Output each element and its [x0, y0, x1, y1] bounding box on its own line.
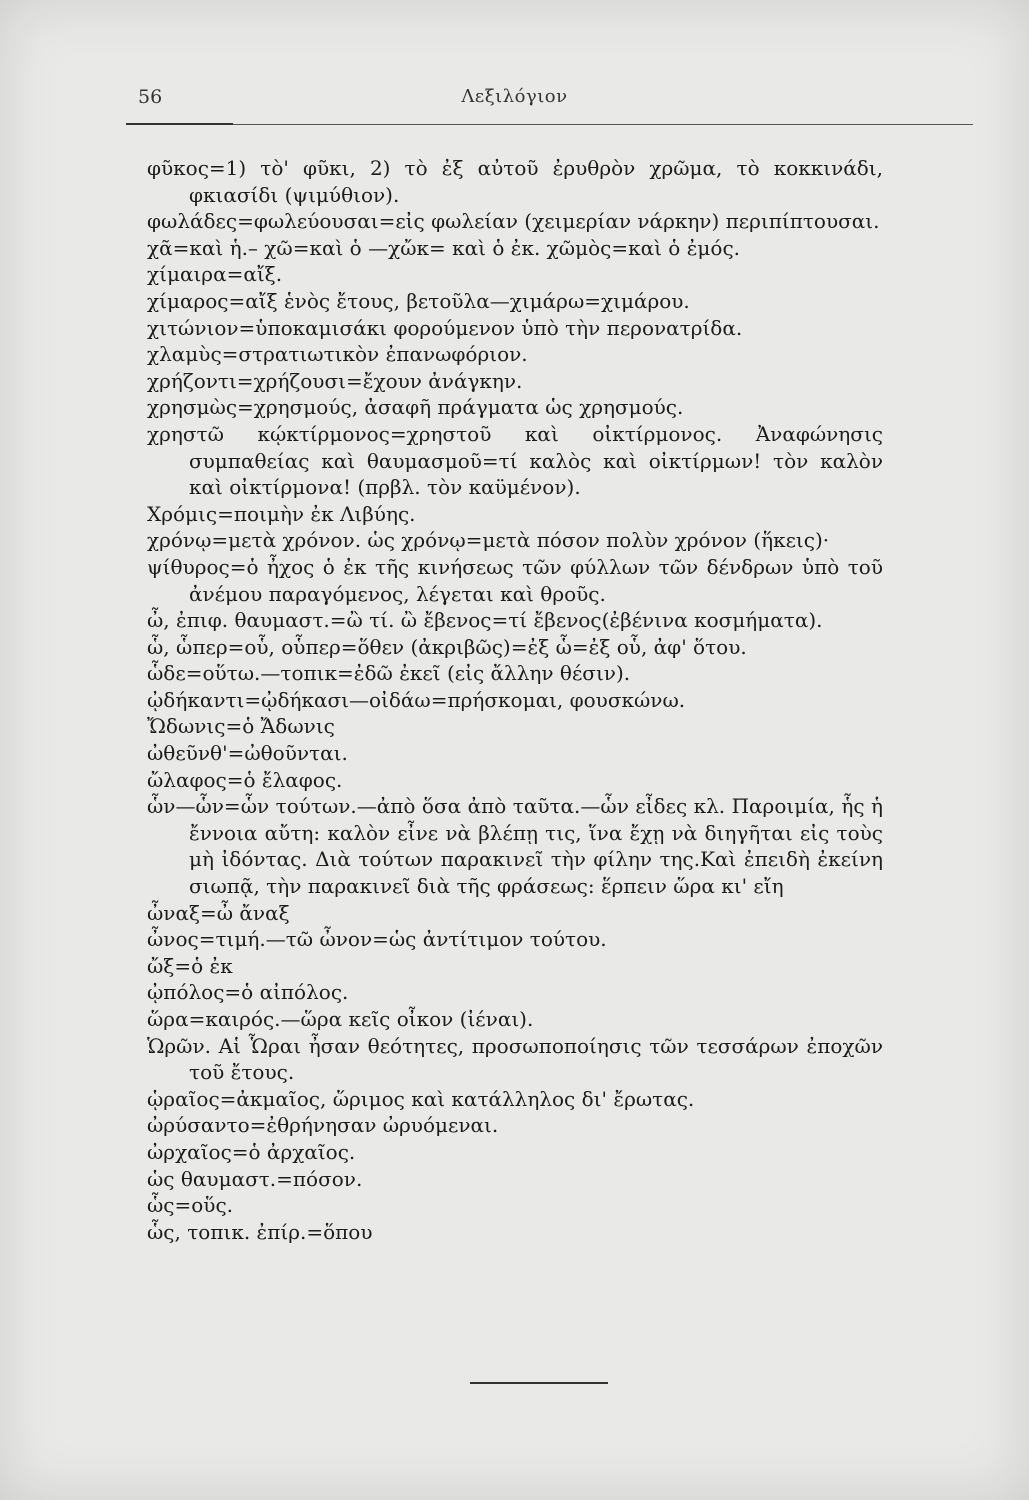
glossary-entry: ὧδε=οὕτω.—τοπικ=ἐδῶ ἐκεῖ (εἰς ἄλλην θέσιν).: [147, 661, 631, 686]
glossary-entry: ὠθεῦνθ'=ὠθοῦνται.: [147, 741, 348, 766]
glossary-entry: χᾶ=καὶ ἡ.– χῶ=καὶ ὁ —χὤκ= καὶ ὁ ἐκ. χῶμὸς=καὶ ὁ ἐμός.: [147, 235, 741, 260]
glossary-entry: ᾡραῖος=ἀκμαῖος, ὥριμος καὶ κατάλληλος δι' ἔρωτας.: [147, 1086, 695, 1111]
glossary-entry: χιτώνιον=ὑποκαμισάκι φορούμενον ὑπὸ τὴν περονατρίδα.: [147, 315, 743, 340]
glossary-entry: χλαμὺς=στρατιωτικὸν ἐπανωφόριον.: [147, 342, 528, 367]
glossary-entry: ᾠδήκαντι=ᾠδήκασι—οἰδάω=πρήσκομαι, φουσκώνω.: [147, 687, 686, 712]
page-number: 56: [138, 86, 163, 108]
glossary-entry: χρηστῶ κῴκτίρμονος=χρηστοῦ καὶ οἰκτίρμονος. Ἀναφώνησις συμπαθείας καὶ θαυμασμοῦ=τί καλὸς καὶ οἰκτίρμων! τὸν καλὸν καὶ οἰκτίρμονα! (πρβλ. τὸν καϋμένον).: [147, 421, 883, 500]
glossary-entry: ὦνος=τιμή.—τῶ ὦνον=ὡς ἀντίτιμον τούτου.: [147, 927, 607, 952]
glossary-entry: ὥρα=καιρός.—ὥρα κεῖς οἶκον (ἰέναι).: [147, 1007, 534, 1031]
glossary-entry: ὧς, τοπικ. ἐπίρ.=ὅπου: [147, 1219, 373, 1244]
glossary-entry: ᾠπόλος=ὁ αἰπόλος.: [147, 980, 349, 1005]
glossary-entry: χίμαρος=αἴξ ἑνὸς ἔτους, βετοῦλα—χιμάρω=χιμάρου.: [147, 288, 690, 313]
glossary-entry: χίμαιρα=αἴξ.: [147, 262, 283, 287]
glossary-entries: [147, 155, 883, 1245]
glossary-entry: χρόνῳ=μετὰ χρόνον. ὡς χρόνῳ=μετὰ πόσον πολὺν χρόνον (ἥκεις)·: [147, 528, 830, 553]
glossary-entry: ὠρχαῖος=ὁ ἀρχαῖος.: [147, 1139, 356, 1164]
page-header: [0, 86, 1029, 116]
glossary-entry: ὦ, ἐπιφ. θαυμαστ.=ὢ τί. ὢ ἔβενος=τί ἔβενος(ἐβένινα κοσμήματα).: [147, 608, 823, 633]
glossary-entry: χρήζοντι=χρήζουσι=ἔχουν ἀνάγκην.: [147, 368, 523, 393]
footer-rule: [470, 1382, 608, 1384]
glossary-entry: ὠρύσαντο=ἐθρήνησαν ὠρυόμεναι.: [147, 1113, 499, 1138]
glossary-entry: Ὤδωνις=ὁ Ἄδωνις: [147, 714, 335, 739]
header-rule-thick: [126, 123, 233, 125]
glossary-entry: φωλάδες=φωλεύουσαι=εἰς φωλείαν (χειμερίαν νάρκην) περιπίπτουσαι.: [147, 209, 880, 234]
glossary-entry: ὧν—ὧν=ὧν τούτων.—ἀπὸ ὅσα ἀπὸ ταῦτα.—ὧν εἶδες κλ. Παροιμία, ἧς ἡ ἔννοια αὔτη: καλὸν εἶνε νὰ βλέπῃ τις, ἵνα ἔχῃ νὰ διηγῆται εἰς τοὺς μὴ ἰδόντας. Διὰ τούτων παρακινεῖ τὴν φίλην της.Καὶ ἐπειδὴ ἐκείνη σιωπᾷ, τὴν παρακινεῖ διὰ τῆς φράσεως: ἕρπειν ὥρα κι' εἴη: [147, 794, 883, 899]
glossary-entry: φῦκος=1) τὸ' φῦκι, 2) τὸ ἐξ αὐτοῦ ἐρυθρὸν χρῶμα, τὸ κοκκινάδι, φκιασίδι (ψιμύθιον).: [147, 156, 883, 207]
header-rule: [233, 124, 973, 125]
glossary-entry: ὧ, ὧπερ=οὗ, οὗπερ=ὅθεν (ἀκριβῶς)=ἐξ ὧ=ἐξ οὗ, ἀφ' ὅτου.: [147, 634, 747, 659]
glossary-entry: ὡς θαυμαστ.=πόσον.: [147, 1166, 363, 1191]
glossary-entry: ὤξ=ὁ ἐκ: [147, 953, 233, 978]
glossary-entry: ὧς=οὕς.: [147, 1193, 234, 1218]
glossary-entry: ὤλαφος=ὁ ἔλαφος.: [147, 767, 343, 792]
glossary-entry: Χρόμις=ποιμὴν ἐκ Λιβύης.: [147, 501, 416, 526]
glossary-entry: ὦναξ=ὦ ἄναξ: [147, 900, 290, 925]
glossary-entry: Ὡρῶν. Αἱ Ὧραι ἦσαν θεότητες, προσωποποίησις τῶν τεσσάρων ἐποχῶν τοῦ ἔτους.: [147, 1033, 883, 1085]
glossary-entry: ψίθυρος=ὁ ἦχος ὁ ἐκ τῆς κινήσεως τῶν φύλλων τῶν δένδρων ὑπὸ τοῦ ἀνέμου παραγόμενος, λέγεται καὶ θροῦς.: [147, 554, 883, 606]
running-title: Λεξιλόγιον: [461, 86, 568, 107]
glossary-entry: χρησμὼς=χρησμούς, ἀσαφῆ πράγματα ὡς χρησμούς.: [147, 395, 684, 420]
